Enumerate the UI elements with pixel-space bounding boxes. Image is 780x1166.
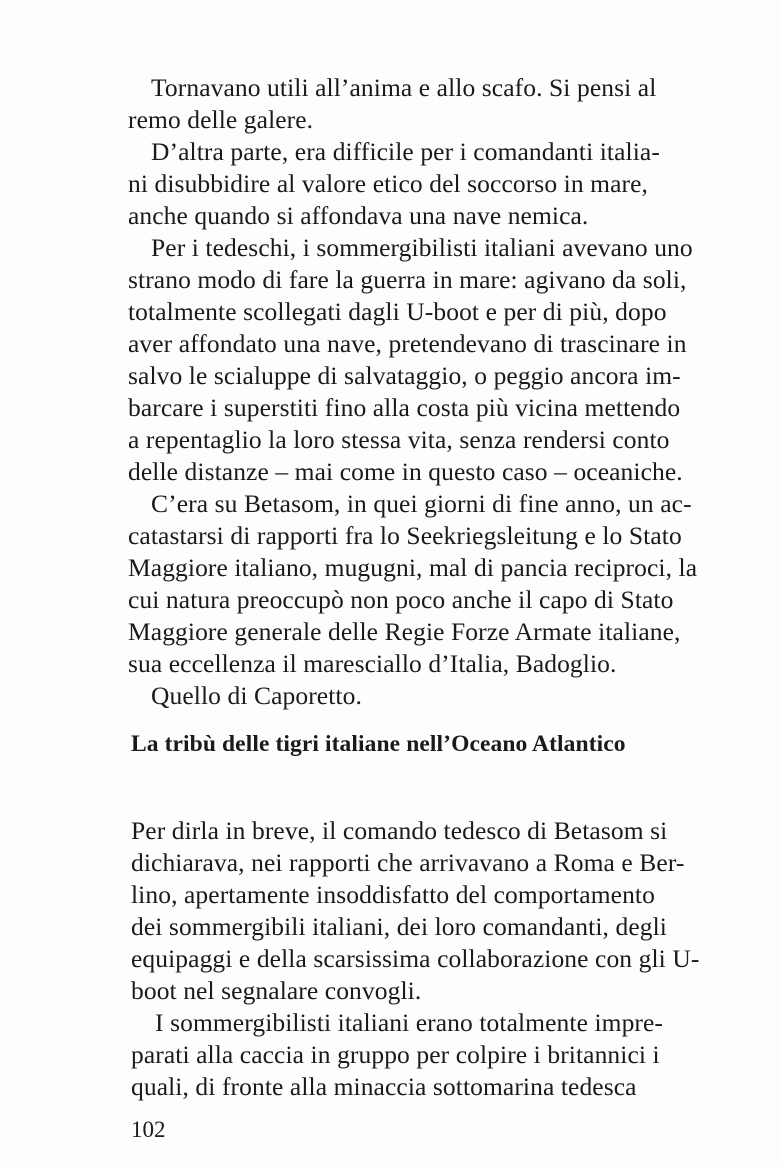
text-line: salvo le scialuppe di salvataggio, o peggio ancora im- bbox=[128, 361, 681, 390]
text-line: dei sommergibili italiani, dei loro comandanti, degli bbox=[131, 912, 667, 941]
text-line: cui natura preoccupò non poco anche il capo di Stato bbox=[128, 585, 674, 614]
text-line: Per dirla in breve, il comando tedesco di Betasom si bbox=[131, 816, 668, 845]
text-line: anche quando si affondava una nave nemica. bbox=[128, 201, 589, 230]
text-line: catastarsi di rapporti fra lo Seekriegsleitung e lo Stato bbox=[128, 521, 682, 550]
text-line: totalmente scollegati dagli U-boot e per di più, dopo bbox=[128, 297, 667, 326]
text-line: quali, di fronte alla minaccia sottomarina tedesca bbox=[131, 1072, 637, 1101]
text-line: Maggiore italiano, mugugni, mal di pancia reciproci, la bbox=[128, 553, 698, 582]
text-line: equipaggi e della scarsissima collaborazione con gli U- bbox=[131, 944, 700, 973]
text-line: strano modo di fare la guerra in mare: agivano da soli, bbox=[128, 265, 687, 294]
text-line: lino, apertamente insoddisfatto del comportamento bbox=[131, 880, 655, 909]
text-line: Maggiore generale delle Regie Forze Armate italiane, bbox=[128, 617, 681, 646]
text-line: boot nel segnalare convogli. bbox=[131, 976, 422, 1005]
text-line: Tornavano utili all’anima e allo scafo. Si pensi al bbox=[151, 73, 657, 102]
section-heading: La tribù delle tigri italiane nell’Oceano Atlantico bbox=[131, 731, 626, 757]
text-line: Per i tedeschi, i sommergibilisti italiani avevano uno bbox=[151, 233, 693, 262]
text-line: C’era su Betasom, in quei giorni di fine anno, un ac- bbox=[151, 489, 692, 518]
page-number: 102 bbox=[131, 1117, 166, 1142]
text-line: barcare i superstiti fino alla costa più vicina mettendo bbox=[128, 393, 681, 422]
text-line: dichiarava, nei rapporti che arrivavano a Roma e Ber- bbox=[131, 848, 685, 877]
text-line: ni disubbidire al valore etico del soccorso in mare, bbox=[128, 169, 648, 198]
text-line: remo delle galere. bbox=[128, 105, 314, 134]
text-line: sua eccellenza il maresciallo d’Italia, Badoglio. bbox=[128, 649, 617, 678]
text-line: a repentaglio la loro stessa vita, senza rendersi conto bbox=[128, 425, 670, 454]
text-line: delle distanze – mai come in questo caso – oceaniche. bbox=[128, 457, 683, 486]
text-line: D’altra parte, era difficile per i comandanti italia- bbox=[151, 137, 660, 166]
text-line: I sommergibilisti italiani erano totalmente impre- bbox=[155, 1008, 664, 1037]
text-line: aver affondato una nave, pretendevano di trascinare in bbox=[128, 329, 687, 358]
text-line: Quello di Caporetto. bbox=[151, 681, 362, 710]
text-line: parati alla caccia in gruppo per colpire i britannici i bbox=[131, 1040, 660, 1069]
